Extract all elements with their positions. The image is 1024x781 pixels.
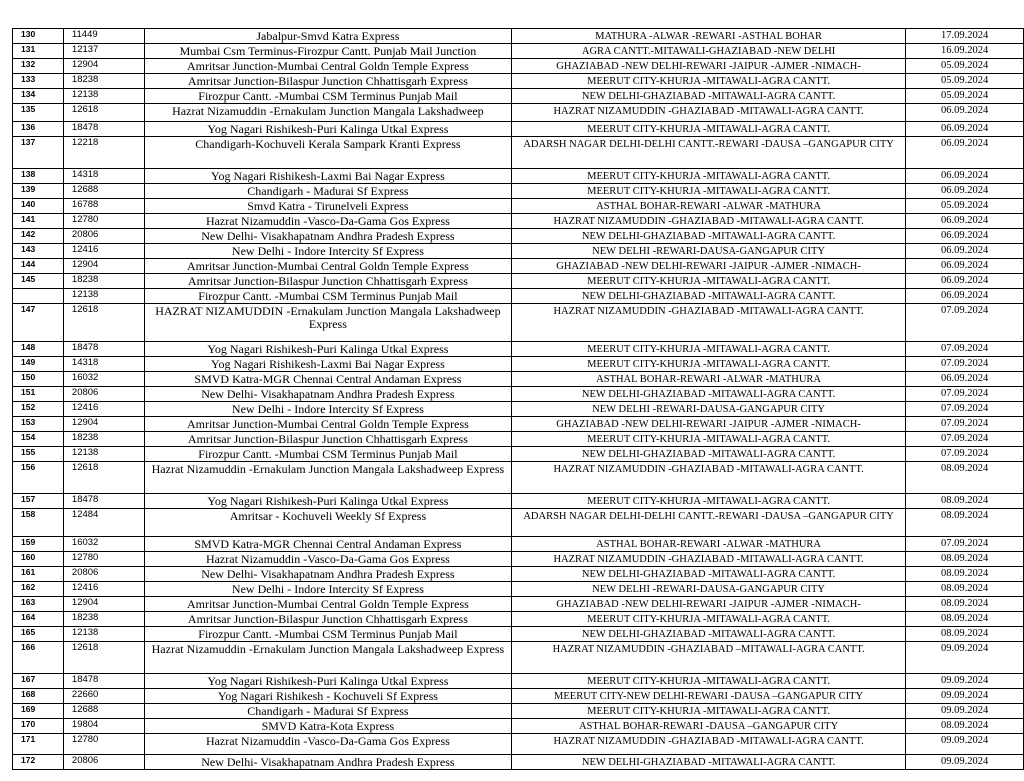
date-cell: 07.09.2024 (906, 304, 1024, 342)
serial-number-cell: 163 (13, 597, 64, 612)
train-name-cell: Yog Nagari Rishikesh-Puri Kalinga Utkal Express (144, 122, 511, 137)
route-cell: NEW DELHI -REWARI-DAUSA-GANGAPUR CITY (512, 244, 906, 259)
train-name-cell: Firozpur Cantt. -Mumbai CSM Terminus Punjab Mail (144, 89, 511, 104)
table-row (13, 462, 1024, 494)
date-cell: 07.09.2024 (906, 387, 1024, 402)
route-cell: MEERUT CITY-KHURJA -MITAWALI-AGRA CANTT. (512, 357, 906, 372)
serial-number-cell: 153 (13, 417, 64, 432)
train-name-cell: SMVD Katra-Kota Express (144, 719, 511, 734)
date-cell: 09.09.2024 (906, 755, 1024, 770)
train-number-cell: 11449 (63, 29, 144, 44)
serial-number-cell: 149 (13, 357, 64, 372)
train-name-cell: New Delhi - Indore Intercity Sf Express (144, 244, 511, 259)
train-name-cell: Hazrat Nizamuddin -Vasco-Da-Gama Gos Express (144, 552, 511, 567)
train-number-cell: 18478 (63, 122, 144, 137)
train-number-cell: 12780 (63, 552, 144, 567)
route-cell: NEW DELHI-GHAZIABAD -MITAWALI-AGRA CANTT. (512, 89, 906, 104)
route-cell: GHAZIABAD -NEW DELHI-REWARI -JAIPUR -AJMER -NIMACH- (512, 259, 906, 274)
date-cell: 05.09.2024 (906, 74, 1024, 89)
table-row (13, 567, 1024, 582)
table-row (13, 719, 1024, 734)
train-number-cell: 12904 (63, 59, 144, 74)
table-row (13, 447, 1024, 462)
train-number-cell: 12138 (63, 627, 144, 642)
train-name-cell: Chandigarh - Madurai Sf Express (144, 184, 511, 199)
table-row (13, 417, 1024, 432)
train-number-cell: 12780 (63, 734, 144, 755)
train-number-cell: 12416 (63, 244, 144, 259)
table-row (13, 29, 1024, 44)
date-cell: 07.09.2024 (906, 342, 1024, 357)
train-name-cell: New Delhi- Visakhapatnam Andhra Pradesh Express (144, 387, 511, 402)
serial-number-cell: 130 (13, 29, 64, 44)
train-name-cell: Hazrat Nizamuddin -Ernakulam Junction Mangala Lakshadweep Express (144, 642, 511, 674)
table-row (13, 597, 1024, 612)
train-name-cell: Hazrat Nizamuddin -Vasco-Da-Gama Gos Express (144, 214, 511, 229)
date-cell: 06.09.2024 (906, 169, 1024, 184)
train-number-cell: 22660 (63, 689, 144, 704)
serial-number-cell: 141 (13, 214, 64, 229)
serial-number-cell: 172 (13, 755, 64, 770)
table-row (13, 642, 1024, 674)
train-number-cell: 18478 (63, 494, 144, 509)
table-row (13, 289, 1024, 304)
train-number-cell: 20806 (63, 387, 144, 402)
serial-number-cell (13, 289, 64, 304)
serial-number-cell: 167 (13, 674, 64, 689)
table-row (13, 44, 1024, 59)
train-number-cell: 12137 (63, 44, 144, 59)
table-row (13, 674, 1024, 689)
train-number-cell: 12138 (63, 447, 144, 462)
date-cell: 06.09.2024 (906, 214, 1024, 229)
train-name-cell: Yog Nagari Rishikesh-Puri Kalinga Utkal Express (144, 342, 511, 357)
route-cell: MEERUT CITY-KHURJA -MITAWALI-AGRA CANTT. (512, 432, 906, 447)
date-cell: 07.09.2024 (906, 537, 1024, 552)
table-row (13, 537, 1024, 552)
train-name-cell: Amritsar Junction-Mumbai Central Goldn Temple Express (144, 259, 511, 274)
train-number-cell: 12618 (63, 304, 144, 342)
date-cell: 06.09.2024 (906, 259, 1024, 274)
serial-number-cell: 138 (13, 169, 64, 184)
date-cell: 08.09.2024 (906, 494, 1024, 509)
table-row (13, 612, 1024, 627)
table-row (13, 704, 1024, 719)
date-cell: 06.09.2024 (906, 104, 1024, 122)
train-number-cell: 14318 (63, 169, 144, 184)
date-cell: 09.09.2024 (906, 704, 1024, 719)
date-cell: 08.09.2024 (906, 719, 1024, 734)
serial-number-cell: 151 (13, 387, 64, 402)
route-cell: MEERUT CITY-NEW DELHI-REWARI -DAUSA –GANGAPUR CITY (512, 689, 906, 704)
serial-number-cell: 147 (13, 304, 64, 342)
route-cell: NEW DELHI-GHAZIABAD -MITAWALI-AGRA CANTT. (512, 289, 906, 304)
table-row (13, 74, 1024, 89)
train-name-cell: Hazrat Nizamuddin -Vasco-Da-Gama Gos Express (144, 734, 511, 755)
serial-number-cell: 132 (13, 59, 64, 74)
train-name-cell: Firozpur Cantt. -Mumbai CSM Terminus Punjab Mail (144, 447, 511, 462)
route-cell: GHAZIABAD -NEW DELHI-REWARI -JAIPUR -AJMER -NIMACH- (512, 59, 906, 74)
train-number-cell: 16032 (63, 372, 144, 387)
serial-number-cell: 157 (13, 494, 64, 509)
route-cell: HAZRAT NIZAMUDDIN -GHAZIABAD –MITAWALI-AGRA CANTT. (512, 642, 906, 674)
train-number-cell: 12138 (63, 289, 144, 304)
train-number-cell: 18478 (63, 342, 144, 357)
train-number-cell: 12904 (63, 597, 144, 612)
serial-number-cell: 131 (13, 44, 64, 59)
table-row (13, 494, 1024, 509)
train-name-cell: Yog Nagari Rishikesh-Laxmi Bai Nagar Express (144, 357, 511, 372)
train-name-cell: Amritsar Junction-Mumbai Central Goldn Temple Express (144, 597, 511, 612)
date-cell: 06.09.2024 (906, 122, 1024, 137)
serial-number-cell: 160 (13, 552, 64, 567)
route-cell: HAZRAT NIZAMUDDIN -GHAZIABAD -MITAWALI-AGRA CANTT. (512, 214, 906, 229)
date-cell: 06.09.2024 (906, 137, 1024, 169)
route-cell: HAZRAT NIZAMUDDIN -GHAZIABAD -MITAWALI-AGRA CANTT. (512, 104, 906, 122)
route-cell: MATHURA -ALWAR -REWARI -ASTHAL BOHAR (512, 29, 906, 44)
train-number-cell: 12904 (63, 417, 144, 432)
date-cell: 08.09.2024 (906, 462, 1024, 494)
route-cell: HAZRAT NIZAMUDDIN -GHAZIABAD -MITAWALI-AGRA CANTT. (512, 304, 906, 342)
route-cell: MEERUT CITY-KHURJA -MITAWALI-AGRA CANTT. (512, 122, 906, 137)
serial-number-cell: 155 (13, 447, 64, 462)
train-name-cell: Amritsar Junction-Bilaspur Junction Chhattisgarh Express (144, 612, 511, 627)
train-name-cell: Yog Nagari Rishikesh-Laxmi Bai Nagar Express (144, 169, 511, 184)
date-cell: 08.09.2024 (906, 567, 1024, 582)
table-row (13, 259, 1024, 274)
route-cell: ADARSH NAGAR DELHI-DELHI CANTT.-REWARI -DAUSA –GANGAPUR CITY (512, 137, 906, 169)
date-cell: 07.09.2024 (906, 447, 1024, 462)
train-name-cell: Amritsar Junction-Bilaspur Junction Chhattisgarh Express (144, 274, 511, 289)
serial-number-cell: 135 (13, 104, 64, 122)
train-name-cell: Hazrat Nizamuddin -Ernakulam Junction Mangala Lakshadweep (144, 104, 511, 122)
date-cell: 06.09.2024 (906, 229, 1024, 244)
train-number-cell: 20806 (63, 229, 144, 244)
table-row (13, 184, 1024, 199)
train-name-cell: Amritsar Junction-Bilaspur Junction Chhattisgarh Express (144, 432, 511, 447)
table-row (13, 59, 1024, 74)
train-number-cell: 20806 (63, 567, 144, 582)
table-row (13, 552, 1024, 567)
serial-number-cell: 134 (13, 89, 64, 104)
table-row (13, 137, 1024, 169)
route-cell: MEERUT CITY-KHURJA -MITAWALI-AGRA CANTT. (512, 342, 906, 357)
table-row (13, 402, 1024, 417)
train-number-cell: 16788 (63, 199, 144, 214)
serial-number-cell: 162 (13, 582, 64, 597)
table-row (13, 372, 1024, 387)
train-name-cell: Smvd Katra - Tirunelveli Express (144, 199, 511, 214)
serial-number-cell: 169 (13, 704, 64, 719)
date-cell: 17.09.2024 (906, 29, 1024, 44)
train-number-cell: 19804 (63, 719, 144, 734)
route-cell: NEW DELHI -REWARI-DAUSA-GANGAPUR CITY (512, 582, 906, 597)
train-name-cell: New Delhi - Indore Intercity Sf Express (144, 402, 511, 417)
route-cell: ASTHAL BOHAR-REWARI -ALWAR -MATHURA (512, 372, 906, 387)
date-cell: 06.09.2024 (906, 184, 1024, 199)
train-name-cell: HAZRAT NIZAMUDDIN -Ernakulam Junction Mangala Lakshadweep Express (144, 304, 511, 342)
date-cell: 07.09.2024 (906, 402, 1024, 417)
route-cell: MEERUT CITY-KHURJA -MITAWALI-AGRA CANTT. (512, 704, 906, 719)
train-number-cell: 12218 (63, 137, 144, 169)
route-cell: NEW DELHI-GHAZIABAD -MITAWALI-AGRA CANTT. (512, 627, 906, 642)
train-name-cell: New Delhi - Indore Intercity Sf Express (144, 582, 511, 597)
table-row (13, 734, 1024, 755)
train-name-cell: New Delhi- Visakhapatnam Andhra Pradesh Express (144, 567, 511, 582)
table-row (13, 199, 1024, 214)
table-row (13, 214, 1024, 229)
date-cell: 05.09.2024 (906, 199, 1024, 214)
route-cell: GHAZIABAD -NEW DELHI-REWARI -JAIPUR -AJMER -NIMACH- (512, 597, 906, 612)
table-row (13, 689, 1024, 704)
serial-number-cell: 148 (13, 342, 64, 357)
train-number-cell: 16032 (63, 537, 144, 552)
train-name-cell: Amritsar Junction-Bilaspur Junction Chhattisgarh Express (144, 74, 511, 89)
train-number-cell: 12416 (63, 402, 144, 417)
train-number-cell: 14318 (63, 357, 144, 372)
train-number-cell: 12780 (63, 214, 144, 229)
table-row (13, 122, 1024, 137)
table-row (13, 387, 1024, 402)
route-cell: MEERUT CITY-KHURJA -MITAWALI-AGRA CANTT. (512, 494, 906, 509)
table-row (13, 582, 1024, 597)
serial-number-cell: 158 (13, 509, 64, 537)
route-cell: NEW DELHI-GHAZIABAD -MITAWALI-AGRA CANTT. (512, 229, 906, 244)
table-row (13, 89, 1024, 104)
table-row (13, 229, 1024, 244)
date-cell: 06.09.2024 (906, 274, 1024, 289)
route-cell: MEERUT CITY-KHURJA -MITAWALI-AGRA CANTT. (512, 612, 906, 627)
train-number-cell: 12484 (63, 509, 144, 537)
serial-number-cell: 168 (13, 689, 64, 704)
train-name-cell: SMVD Katra-MGR Chennai Central Andaman Express (144, 372, 511, 387)
serial-number-cell: 164 (13, 612, 64, 627)
train-number-cell: 12688 (63, 704, 144, 719)
serial-number-cell: 156 (13, 462, 64, 494)
table-row (13, 627, 1024, 642)
date-cell: 06.09.2024 (906, 244, 1024, 259)
route-cell: MEERUT CITY-KHURJA -MITAWALI-AGRA CANTT. (512, 74, 906, 89)
date-cell: 05.09.2024 (906, 89, 1024, 104)
date-cell: 09.09.2024 (906, 642, 1024, 674)
train-number-cell: 18238 (63, 432, 144, 447)
date-cell: 06.09.2024 (906, 372, 1024, 387)
route-cell: HAZRAT NIZAMUDDIN -GHAZIABAD -MITAWALI-AGRA CANTT. (512, 734, 906, 755)
serial-number-cell: 152 (13, 402, 64, 417)
train-name-cell: SMVD Katra-MGR Chennai Central Andaman Express (144, 537, 511, 552)
table-row (13, 509, 1024, 537)
serial-number-cell: 140 (13, 199, 64, 214)
train-schedule-table (12, 28, 1024, 770)
train-number-cell: 12618 (63, 104, 144, 122)
route-cell: NEW DELHI-GHAZIABAD -MITAWALI-AGRA CANTT. (512, 755, 906, 770)
date-cell: 07.09.2024 (906, 432, 1024, 447)
serial-number-cell: 165 (13, 627, 64, 642)
route-cell: ADARSH NAGAR DELHI-DELHI CANTT.-REWARI -DAUSA –GANGAPUR CITY (512, 509, 906, 537)
table-row (13, 169, 1024, 184)
table-row (13, 274, 1024, 289)
date-cell: 09.09.2024 (906, 734, 1024, 755)
train-number-cell: 20806 (63, 755, 144, 770)
date-cell: 07.09.2024 (906, 417, 1024, 432)
date-cell: 08.09.2024 (906, 582, 1024, 597)
date-cell: 08.09.2024 (906, 627, 1024, 642)
train-number-cell: 18238 (63, 274, 144, 289)
train-name-cell: Hazrat Nizamuddin -Ernakulam Junction Mangala Lakshadweep Express (144, 462, 511, 494)
route-cell: MEERUT CITY-KHURJA -MITAWALI-AGRA CANTT. (512, 674, 906, 689)
route-cell: HAZRAT NIZAMUDDIN -GHAZIABAD -MITAWALI-AGRA CANTT. (512, 552, 906, 567)
train-number-cell: 12138 (63, 89, 144, 104)
date-cell: 09.09.2024 (906, 674, 1024, 689)
serial-number-cell: 139 (13, 184, 64, 199)
serial-number-cell: 154 (13, 432, 64, 447)
train-number-cell: 12618 (63, 462, 144, 494)
table-row (13, 342, 1024, 357)
date-cell: 08.09.2024 (906, 552, 1024, 567)
train-name-cell: Chandigarh - Madurai Sf Express (144, 704, 511, 719)
route-cell: NEW DELHI-GHAZIABAD -MITAWALI-AGRA CANTT. (512, 387, 906, 402)
route-cell: HAZRAT NIZAMUDDIN -GHAZIABAD -MITAWALI-AGRA CANTT. (512, 462, 906, 494)
train-name-cell: Yog Nagari Rishikesh-Puri Kalinga Utkal Express (144, 674, 511, 689)
date-cell: 08.09.2024 (906, 509, 1024, 537)
train-number-cell: 12904 (63, 259, 144, 274)
table-row (13, 104, 1024, 122)
train-number-cell: 12688 (63, 184, 144, 199)
serial-number-cell: 171 (13, 734, 64, 755)
date-cell: 08.09.2024 (906, 612, 1024, 627)
serial-number-cell: 137 (13, 137, 64, 169)
table-body (13, 29, 1024, 770)
table-row (13, 432, 1024, 447)
train-number-cell: 12618 (63, 642, 144, 674)
train-name-cell: Firozpur Cantt. -Mumbai CSM Terminus Punjab Mail (144, 289, 511, 304)
serial-number-cell: 144 (13, 259, 64, 274)
date-cell: 06.09.2024 (906, 289, 1024, 304)
serial-number-cell: 133 (13, 74, 64, 89)
table-row (13, 304, 1024, 342)
route-cell: MEERUT CITY-KHURJA -MITAWALI-AGRA CANTT. (512, 184, 906, 199)
train-name-cell: Chandigarh-Kochuveli Kerala Sampark Kranti Express (144, 137, 511, 169)
train-name-cell: Amritsar Junction-Mumbai Central Goldn Temple Express (144, 417, 511, 432)
route-cell: ASTHAL BOHAR-REWARI -DAUSA –GANGAPUR CITY (512, 719, 906, 734)
table-row (13, 755, 1024, 770)
train-number-cell: 18238 (63, 74, 144, 89)
train-name-cell: Mumbai Csm Terminus-Firozpur Cantt. Punjab Mail Junction (144, 44, 511, 59)
date-cell: 16.09.2024 (906, 44, 1024, 59)
date-cell: 08.09.2024 (906, 597, 1024, 612)
route-cell: GHAZIABAD -NEW DELHI-REWARI -JAIPUR -AJMER -NIMACH- (512, 417, 906, 432)
date-cell: 09.09.2024 (906, 689, 1024, 704)
route-cell: ASTHAL BOHAR-REWARI -ALWAR -MATHURA (512, 199, 906, 214)
train-name-cell: Yog Nagari Rishikesh-Puri Kalinga Utkal Express (144, 494, 511, 509)
train-name-cell: Amritsar - Kochuveli Weekly Sf Express (144, 509, 511, 537)
route-cell: NEW DELHI-GHAZIABAD -MITAWALI-AGRA CANTT. (512, 567, 906, 582)
serial-number-cell: 143 (13, 244, 64, 259)
train-name-cell: Firozpur Cantt. -Mumbai CSM Terminus Punjab Mail (144, 627, 511, 642)
train-number-cell: 18478 (63, 674, 144, 689)
route-cell: AGRA CANTT.-MITAWALI-GHAZIABAD -NEW DELHI (512, 44, 906, 59)
serial-number-cell: 170 (13, 719, 64, 734)
date-cell: 05.09.2024 (906, 59, 1024, 74)
serial-number-cell: 136 (13, 122, 64, 137)
table-row (13, 357, 1024, 372)
route-cell: NEW DELHI -REWARI-DAUSA-GANGAPUR CITY (512, 402, 906, 417)
train-name-cell: Amritsar Junction-Mumbai Central Goldn Temple Express (144, 59, 511, 74)
route-cell: MEERUT CITY-KHURJA -MITAWALI-AGRA CANTT. (512, 274, 906, 289)
train-name-cell: New Delhi- Visakhapatnam Andhra Pradesh Express (144, 755, 511, 770)
serial-number-cell: 150 (13, 372, 64, 387)
serial-number-cell: 161 (13, 567, 64, 582)
serial-number-cell: 142 (13, 229, 64, 244)
train-name-cell: Jabalpur-Smvd Katra Express (144, 29, 511, 44)
serial-number-cell: 145 (13, 274, 64, 289)
route-cell: NEW DELHI-GHAZIABAD -MITAWALI-AGRA CANTT. (512, 447, 906, 462)
train-number-cell: 12416 (63, 582, 144, 597)
date-cell: 07.09.2024 (906, 357, 1024, 372)
route-cell: ASTHAL BOHAR-REWARI -ALWAR -MATHURA (512, 537, 906, 552)
serial-number-cell: 166 (13, 642, 64, 674)
route-cell: MEERUT CITY-KHURJA -MITAWALI-AGRA CANTT. (512, 169, 906, 184)
table-row (13, 244, 1024, 259)
train-number-cell: 18238 (63, 612, 144, 627)
serial-number-cell: 159 (13, 537, 64, 552)
train-name-cell: New Delhi- Visakhapatnam Andhra Pradesh Express (144, 229, 511, 244)
train-name-cell: Yog Nagari Rishikesh - Kochuveli Sf Express (144, 689, 511, 704)
